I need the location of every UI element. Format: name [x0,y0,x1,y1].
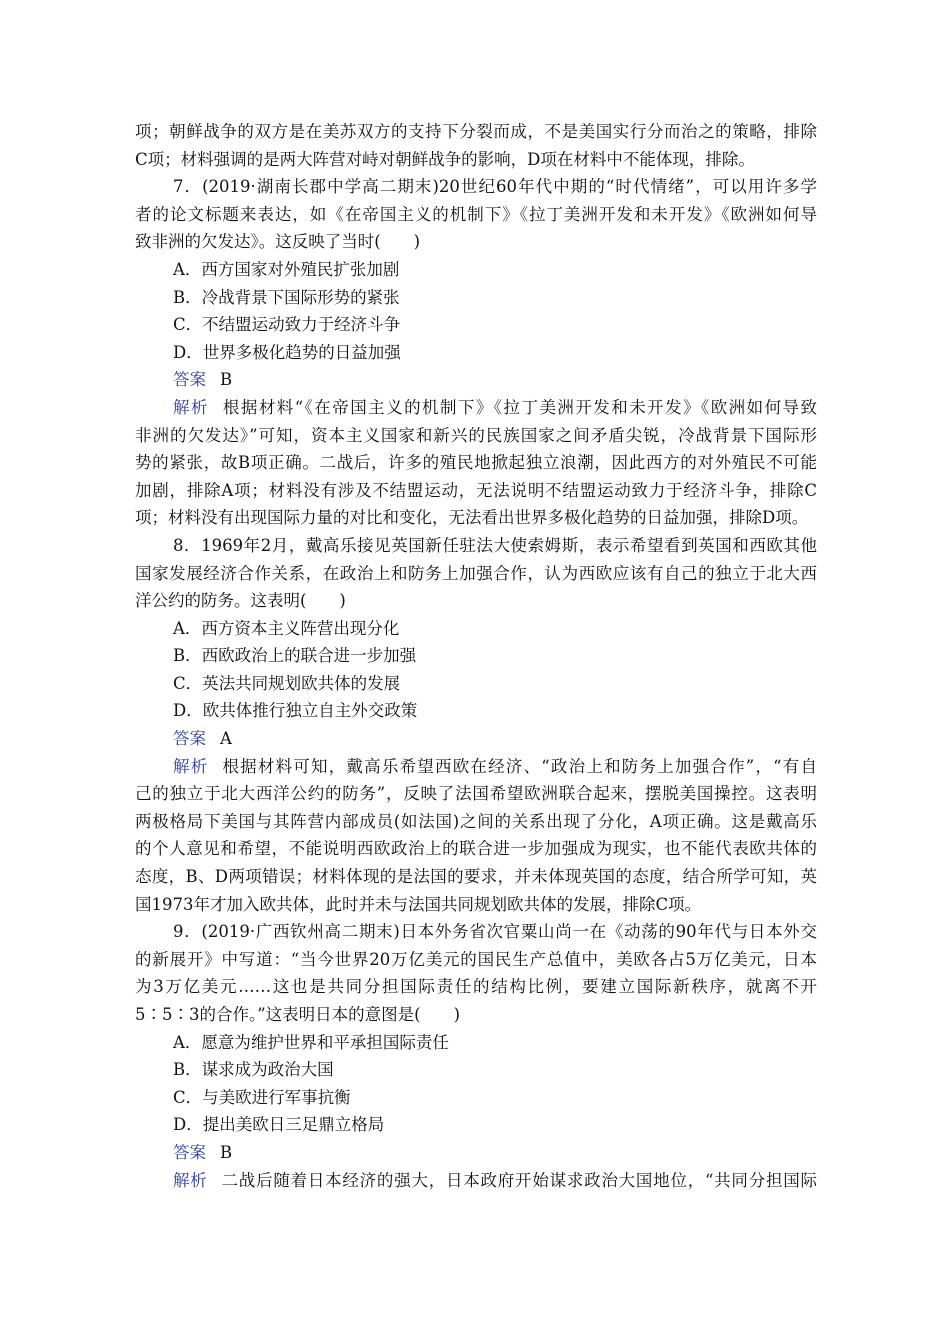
analysis-label: 解析 [173,1170,208,1190]
text-line: 致非洲的欠发达》。这反映了当时( ) [135,232,421,252]
text-line: 态度，B、D两项错误；材料体现的是法国的要求，并未体现英国的态度，结合所学可知，英 [135,867,817,887]
text-line: C项；材料强调的是两大阵营对峙对朝鲜战争的影响，D项在材料中不能体现，排除。 [135,149,755,169]
answer-option: D．提出美欧日三足鼎立格局 [173,1115,385,1135]
analysis-text: 根据材料可知，戴高乐希望西欧在经济、“政治上和防务上加强合作”，“有自 [222,756,817,776]
answer-value: B [220,1142,233,1162]
text-line: 势的紧张，故B项正确。二战后，许多的殖民地掀起独立浪潮，因此西方的对外殖民不可能 [135,453,817,473]
analysis-line [135,753,817,781]
answer-line [135,1139,817,1167]
analysis-label: 解析 [173,397,209,417]
analysis-text: 二战后随着日本经济的强大，日本政府开始谋求政治大国地位，“共同分担国际 [221,1170,817,1190]
answer-value: A [220,729,232,749]
answer-value: B [220,370,233,390]
analysis-line [135,1167,817,1195]
answer-option: C．与美欧进行军事抗衡 [173,1087,351,1107]
answer-label: 答案 [173,729,206,749]
answer-option: A．西方资本主义阵营出现分化 [173,618,400,638]
answer-option: C．英法共同规划欧共体的发展 [173,673,401,693]
document-body [135,118,817,1194]
question-stem: 9．(2019·广西钦州高二期末)日本外务省次官粟山尚一在《动荡的90年代与日本外交 [173,922,817,942]
text-line: 国家发展经济合作关系，在政治上和防务上加强合作，认为西欧应该有自己的独立于北大西 [135,563,817,583]
text-line: 洋公约的防务。这表明( ) [135,591,346,611]
answer-label: 答案 [173,370,206,390]
answer-label: 答案 [173,1142,206,1162]
analysis-label: 解析 [173,756,209,776]
answer-option: D．世界多极化趋势的日益加强 [173,342,401,362]
text-line: 国1973年才加入欧共体，此时并未与法国共同规划欧共体的发展，排除C项。 [135,894,702,914]
answer-option: B．冷战背景下国际形势的紧张 [173,287,400,307]
text-line: 非洲的欠发达》”可知，资本主义国家和新兴的民族国家之间矛盾尖锐，冷战背景下国际形 [135,425,817,445]
text-line: 加剧，排除A项；材料没有涉及不结盟运动，无法说明不结盟运动致力于经济斗争，排除C [135,480,817,500]
answer-option: C．不结盟运动致力于经济斗争 [173,315,401,335]
analysis-line [135,394,817,422]
text-line: 项；材料没有出现国际力量的对比和变化，无法看出世界多极化趋势的日益加强，排除D项。 [135,508,809,528]
text-line: 者的论文标题来表达，如《在帝国主义的机制下》《拉丁美洲开发和未开发》《欧洲如何导 [135,204,817,224]
text-line: 项；朝鲜战争的双方是在美苏双方的支持下分裂而成，不是美国实行分而治之的策略，排除 [135,122,817,141]
answer-option: A．愿意为维护世界和平承担国际责任 [173,1032,449,1052]
text-line: 两极格局下美国与其阵营内部成员(如法国)之间的关系出现了分化，A项正确。这是戴高乐 [135,811,817,831]
answer-line [135,366,817,394]
question-stem: 7．(2019·湖南长郡中学高二期末)20世纪60年代中期的“时代情绪”，可以用许多学 [173,177,817,197]
analysis-text: 根据材料“《在帝国主义的机制下》《拉丁美洲开发和未开发》《欧洲如何导致 [222,397,817,417]
text-line: 己的独立于北大西洋公约的防务”，反映了法国希望欧洲联合起来，摆脱美国操控。这表明 [135,784,817,804]
text-line: 5∶5∶3的合作。”这表明日本的意图是( ) [135,1005,461,1024]
answer-option: A．西方国家对外殖民扩张加剧 [173,259,400,279]
text-line: 的个人意见和希望，不能说明西欧政治上的联合进一步加强成为现实，也不能代表欧共体的 [135,839,817,859]
answer-option: D．欧共体推行独立自主外交政策 [173,701,418,721]
text-line: 为3万亿美元……这也是共同分担国际责任的结构比例，要建立国际新秩序，就离不开 [135,977,817,997]
question-stem: 8．1969年2月，戴高乐接见英国新任驻法大使索姆斯，表示希望看到英国和西欧其他 [173,535,817,555]
answer-line [135,725,817,753]
answer-option: B．谋求成为政治大国 [173,1060,334,1080]
answer-option: B．西欧政治上的联合进一步加强 [173,646,417,666]
text-line: 的新展开》中写道：“当今世界20万亿美元的国民生产总值中，美欧各占5万亿美元，日本 [135,949,817,969]
